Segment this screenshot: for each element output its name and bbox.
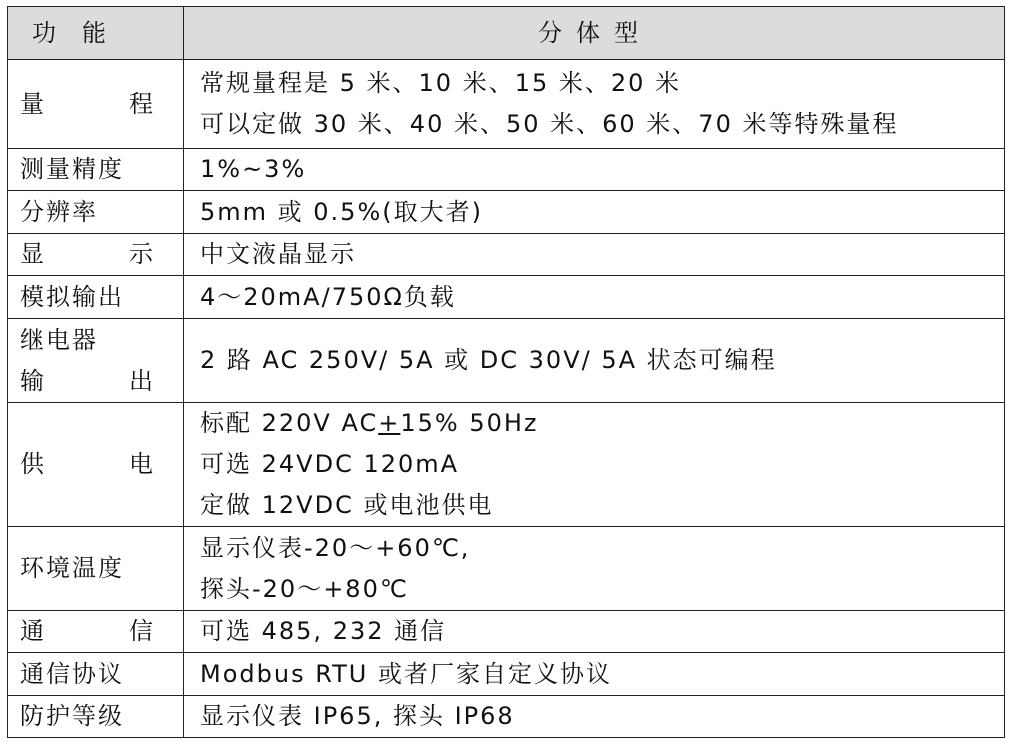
spec-table (7, 6, 1005, 738)
row-value-resolution: 5mm 或 0.5%(取大者) (184, 191, 1005, 234)
row-label-resolution: 分辨率 (8, 191, 184, 234)
header-row (8, 7, 1005, 60)
row-value-analog-output: 4～20mA/750Ω负载 (184, 276, 1005, 319)
power-standard-prefix: 标配 220V AC (200, 409, 379, 437)
relay-label-line-2: 输 出 (20, 366, 155, 395)
table-row (8, 234, 1005, 276)
table-row (8, 611, 1005, 653)
row-label-range: 量 程 (8, 60, 184, 149)
row-value-display: 中文液晶显示 (184, 234, 1005, 276)
header-type: 分体型 (184, 7, 1005, 60)
row-value-communication: 可选 485, 232 通信 (184, 611, 1005, 653)
table-row (8, 403, 1005, 527)
row-label-communication: 通 信 (8, 611, 184, 653)
range-custom: 可以定做 30 米、40 米、50 米、60 米、70 米等特殊量程 (200, 110, 899, 138)
row-value-protection: 显示仪表 IP65, 探头 IP68 (184, 696, 1005, 738)
temp-probe: 探头-20～+80℃ (200, 574, 409, 603)
relay-label-line-1: 继电器 (20, 325, 98, 354)
row-label-protection: 防护等级 (8, 696, 184, 738)
row-label-analog-output: 模拟输出 (8, 276, 184, 319)
row-value-accuracy: 1%~3% (184, 149, 1005, 191)
power-standard (200, 403, 994, 444)
row-label-accuracy: 测量精度 (8, 149, 184, 191)
row-label-power: 供 电 (8, 403, 184, 527)
row-value-ambient-temp (184, 527, 1005, 611)
table-row (8, 696, 1005, 738)
range-standard: 常规量程是 5 米、10 米、15 米、20 米 (200, 69, 682, 97)
row-label-relay-output (8, 319, 184, 403)
table-row (8, 191, 1005, 234)
power-standard-suffix: 15% 50Hz (400, 409, 539, 437)
row-label-protocol: 通信协议 (8, 653, 184, 696)
power-plusminus: + (378, 409, 401, 437)
table-row (8, 276, 1005, 319)
temp-display: 显示仪表-20～+60℃, (200, 533, 471, 562)
table-row (8, 653, 1005, 696)
row-value-protocol: Modbus RTU 或者厂家自定义协议 (184, 653, 1005, 696)
table-row (8, 319, 1005, 403)
row-label-display: 显 示 (8, 234, 184, 276)
power-optional: 可选 24VDC 120mA (200, 450, 460, 478)
row-label-ambient-temp: 环境温度 (8, 527, 184, 611)
row-value-range (184, 60, 1005, 149)
row-value-relay-output: 2 路 AC 250V/ 5A 或 DC 30V/ 5A 状态可编程 (184, 319, 1005, 403)
table-row (8, 60, 1005, 149)
power-custom: 定做 12VDC 或电池供电 (200, 491, 494, 519)
table-row (8, 527, 1005, 611)
table-row (8, 149, 1005, 191)
row-value-power (184, 403, 1005, 527)
header-function: 功能 (8, 7, 184, 60)
